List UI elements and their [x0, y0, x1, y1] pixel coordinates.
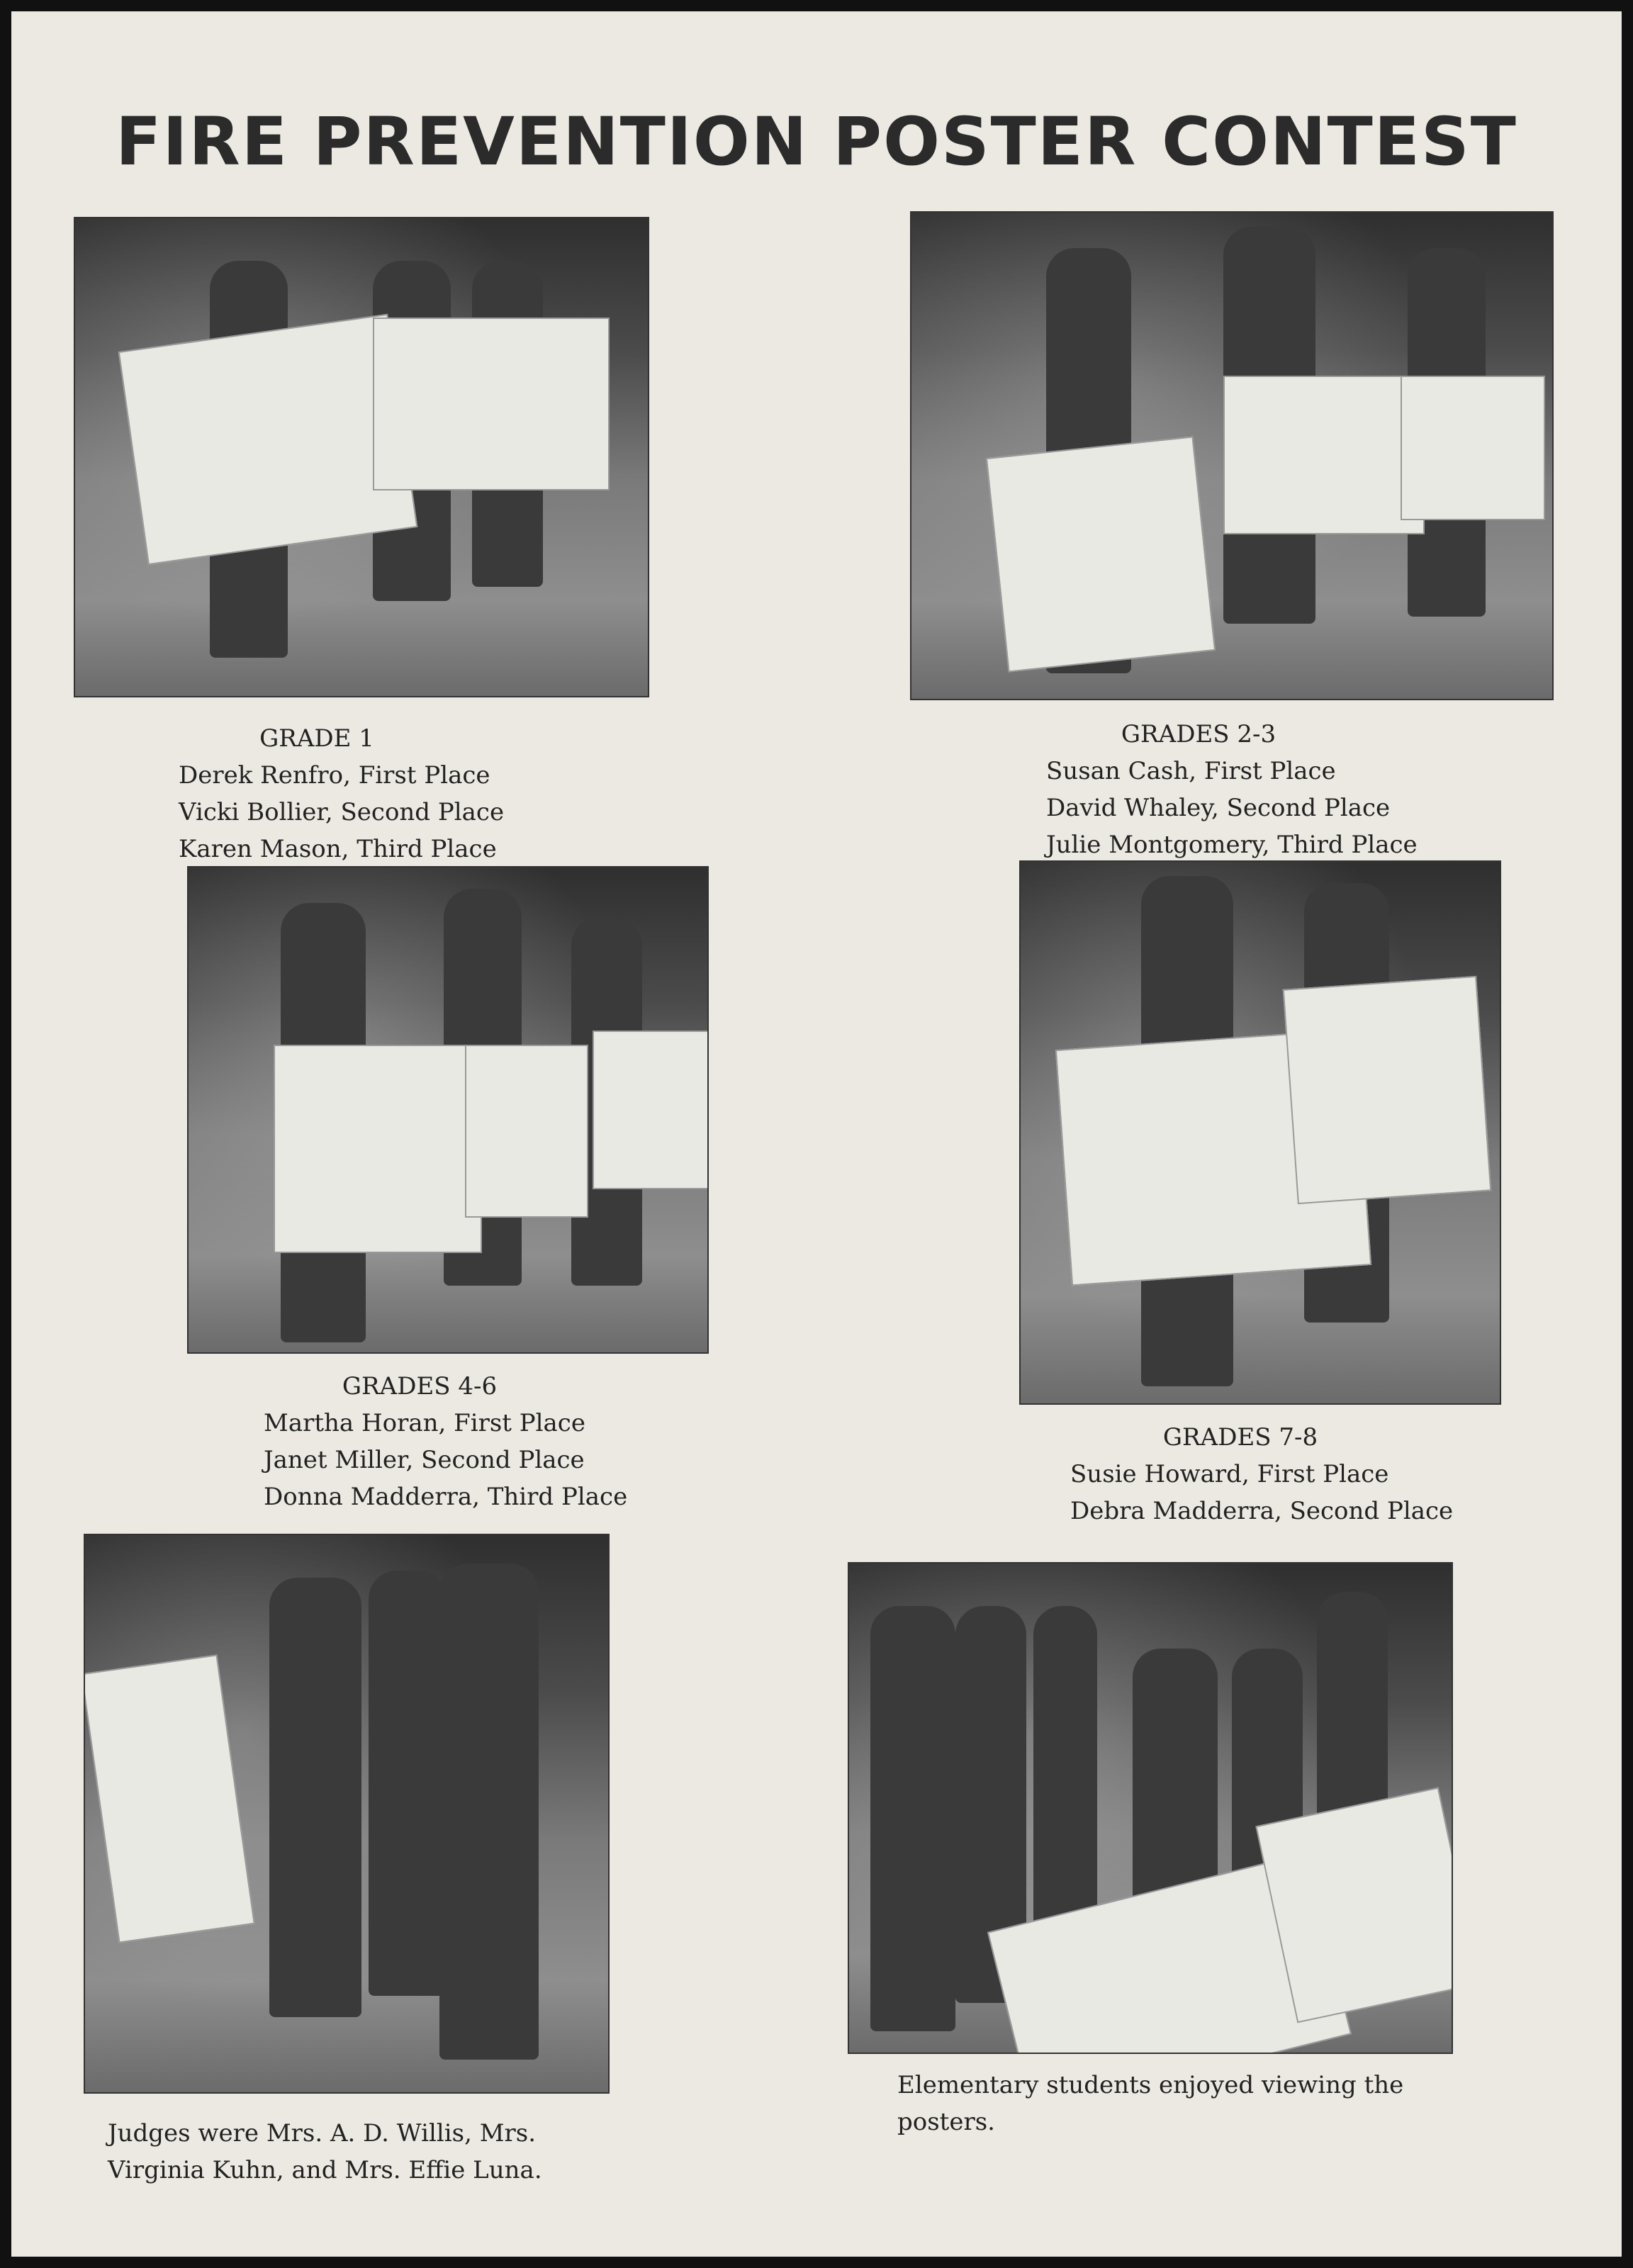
- yearbook-page: [11, 11, 1622, 2257]
- photo-figure: [439, 1564, 539, 2060]
- photo-poster: [274, 1045, 482, 1253]
- photo-grades-4-6: [187, 866, 709, 1354]
- photo-poster: [1401, 376, 1545, 520]
- caption-line: Derek Renfro, First Place: [179, 761, 490, 790]
- caption-line: Janet Miller, Second Place: [264, 1446, 585, 1474]
- caption-line: Susie Howard, First Place: [1070, 1460, 1389, 1488]
- caption-line: Donna Madderra, Third Place: [264, 1483, 628, 1511]
- photo-judges: [84, 1534, 610, 2094]
- photo-poster: [986, 436, 1216, 672]
- caption-line: Susan Cash, First Place: [1046, 757, 1336, 785]
- caption-line: Judges were Mrs. A. D. Willis, Mrs.: [108, 2119, 537, 2148]
- caption-heading: GRADES 7-8: [1162, 1423, 1318, 1452]
- caption-grades-2-3: [1046, 716, 1500, 863]
- photo-poster: [1283, 976, 1492, 1204]
- photo-poster: [373, 318, 610, 490]
- caption-line: David Whaley, Second Place: [1046, 794, 1391, 822]
- caption-heading: GRADES 2-3: [1121, 720, 1276, 748]
- caption-students: [897, 2067, 1450, 2140]
- page-title: FIRE PREVENTION POSTER CONTEST: [116, 103, 1517, 181]
- caption-heading: GRADE 1: [259, 724, 374, 753]
- caption-grade-1: [179, 720, 604, 868]
- photo-poster: [465, 1045, 588, 1218]
- caption-grades-7-8: [1070, 1419, 1495, 1529]
- photo-figure: [870, 1606, 955, 2031]
- caption-line: Elementary students enjoyed viewing the: [897, 2071, 1404, 2099]
- photo-students-viewing: [848, 1562, 1453, 2054]
- caption-line: Virginia Kuhn, and Mrs. Effie Luna.: [108, 2156, 542, 2184]
- caption-line: Julie Montgomery, Third Place: [1046, 831, 1418, 859]
- caption-heading: GRADES 4-6: [342, 1372, 498, 1400]
- caption-line: posters.: [897, 2108, 995, 2136]
- photo-grades-2-3: [910, 211, 1554, 700]
- caption-line: Debra Madderra, Second Place: [1070, 1497, 1454, 1525]
- caption-line: Martha Horan, First Place: [264, 1409, 585, 1437]
- photo-poster: [1223, 376, 1425, 534]
- caption-grades-4-6: [264, 1368, 703, 1515]
- photo-figure: [269, 1578, 361, 2017]
- caption-line: Vicki Bollier, Second Place: [179, 798, 505, 826]
- photo-poster: [84, 1654, 255, 1943]
- caption-judges: [108, 2115, 618, 2189]
- caption-line: Karen Mason, Third Place: [179, 835, 497, 863]
- photo-figure: [369, 1571, 447, 1996]
- photo-poster: [593, 1031, 709, 1189]
- photo-grade-1: [74, 217, 649, 697]
- photo-grades-7-8: [1019, 860, 1501, 1405]
